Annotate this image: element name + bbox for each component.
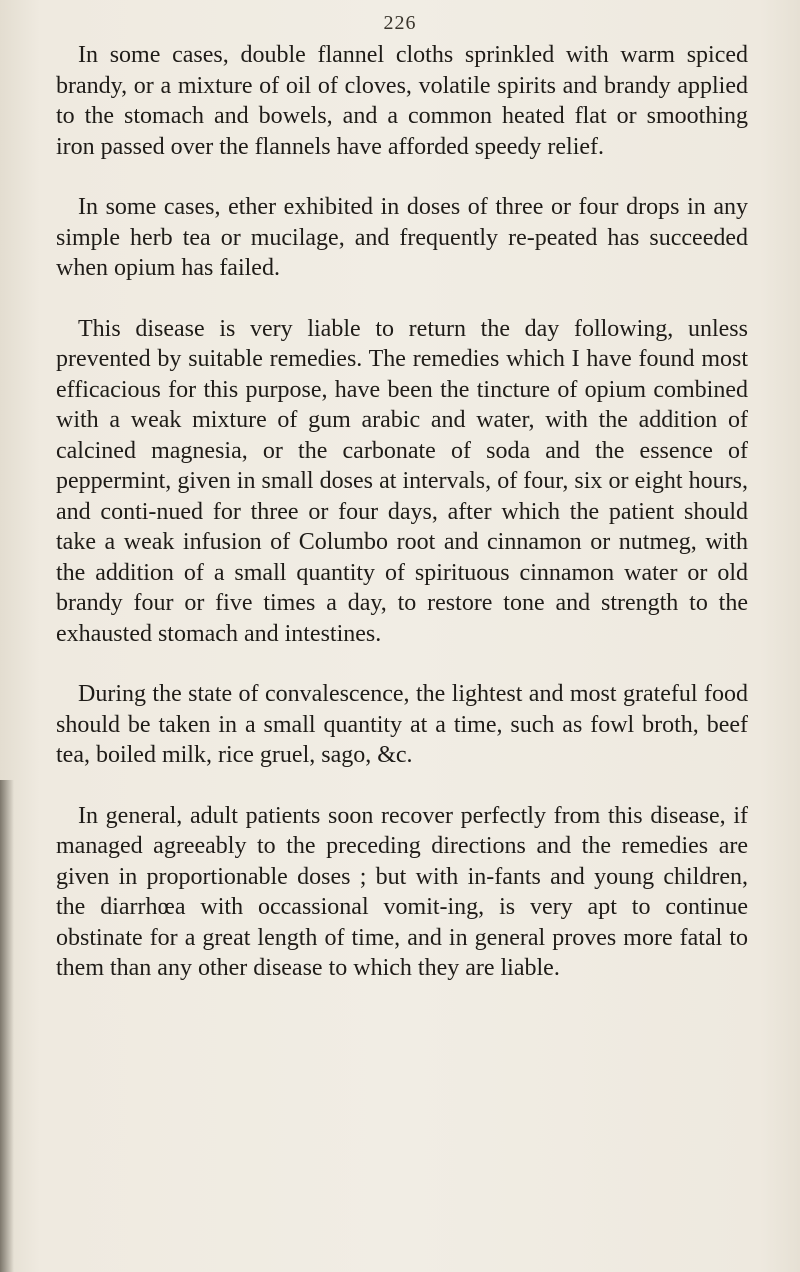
paragraph-convalescence: During the state of convalescence, the lightest and most grateful food should be taken in a small quantity at a time, such as fowl broth, beef tea, boiled milk, rice gruel, sago, &c.: [56, 681, 748, 768]
paragraph-recovery: In general, adult patients soon recover perfectly from this disease, if managed agreeably to the preceding directions and the remedies are given in proportionable doses ; but with in-fants and young children, the diarrhœa with occassional vomit-ing, is very apt to continue obstinate for a great length of time, and in general proves more fatal to them than any other disease to which they are liable.: [56, 802, 748, 981]
body-text: [56, 40, 748, 1014]
page-number: 226: [383, 12, 417, 34]
page-edge-shadow: [0, 780, 14, 1272]
paragraph-ether-doses: In some cases, ether exhibited in doses of three or four drops in any simple herb tea or mucilage, and frequently re-peated has succeeded when opium has failed.: [56, 194, 748, 281]
paragraph-remedies: This disease is very liable to return the day following, unless prevented by suitable remedies. The remedies which I have found most efficacious for this purpose, have been the tincture of opium combined with a weak mixture of gum arabic and water, with the addition of calcined magnesia, or the carbonate of soda and the essence of peppermint, given in small doses at intervals, of four, six or eight hours, and conti-nued for three or four days, after which the patient should take a weak infusion of Columbo root and cinnamon or nutmeg, with the addition of a small quantity of spirituous cinnamon water or old brandy four or five times a day, to restore tone and strength to the exhausted stomach and intestines.: [56, 315, 748, 647]
paragraph-flannel-cloths: In some cases, double flannel cloths sprinkled with warm spiced brandy, or a mixture of oil of cloves, volatile spirits and brandy applied to the stomach and bowels, and a common heated flat or smoothing iron passed over the flannels have afforded speedy relief.: [56, 42, 748, 160]
